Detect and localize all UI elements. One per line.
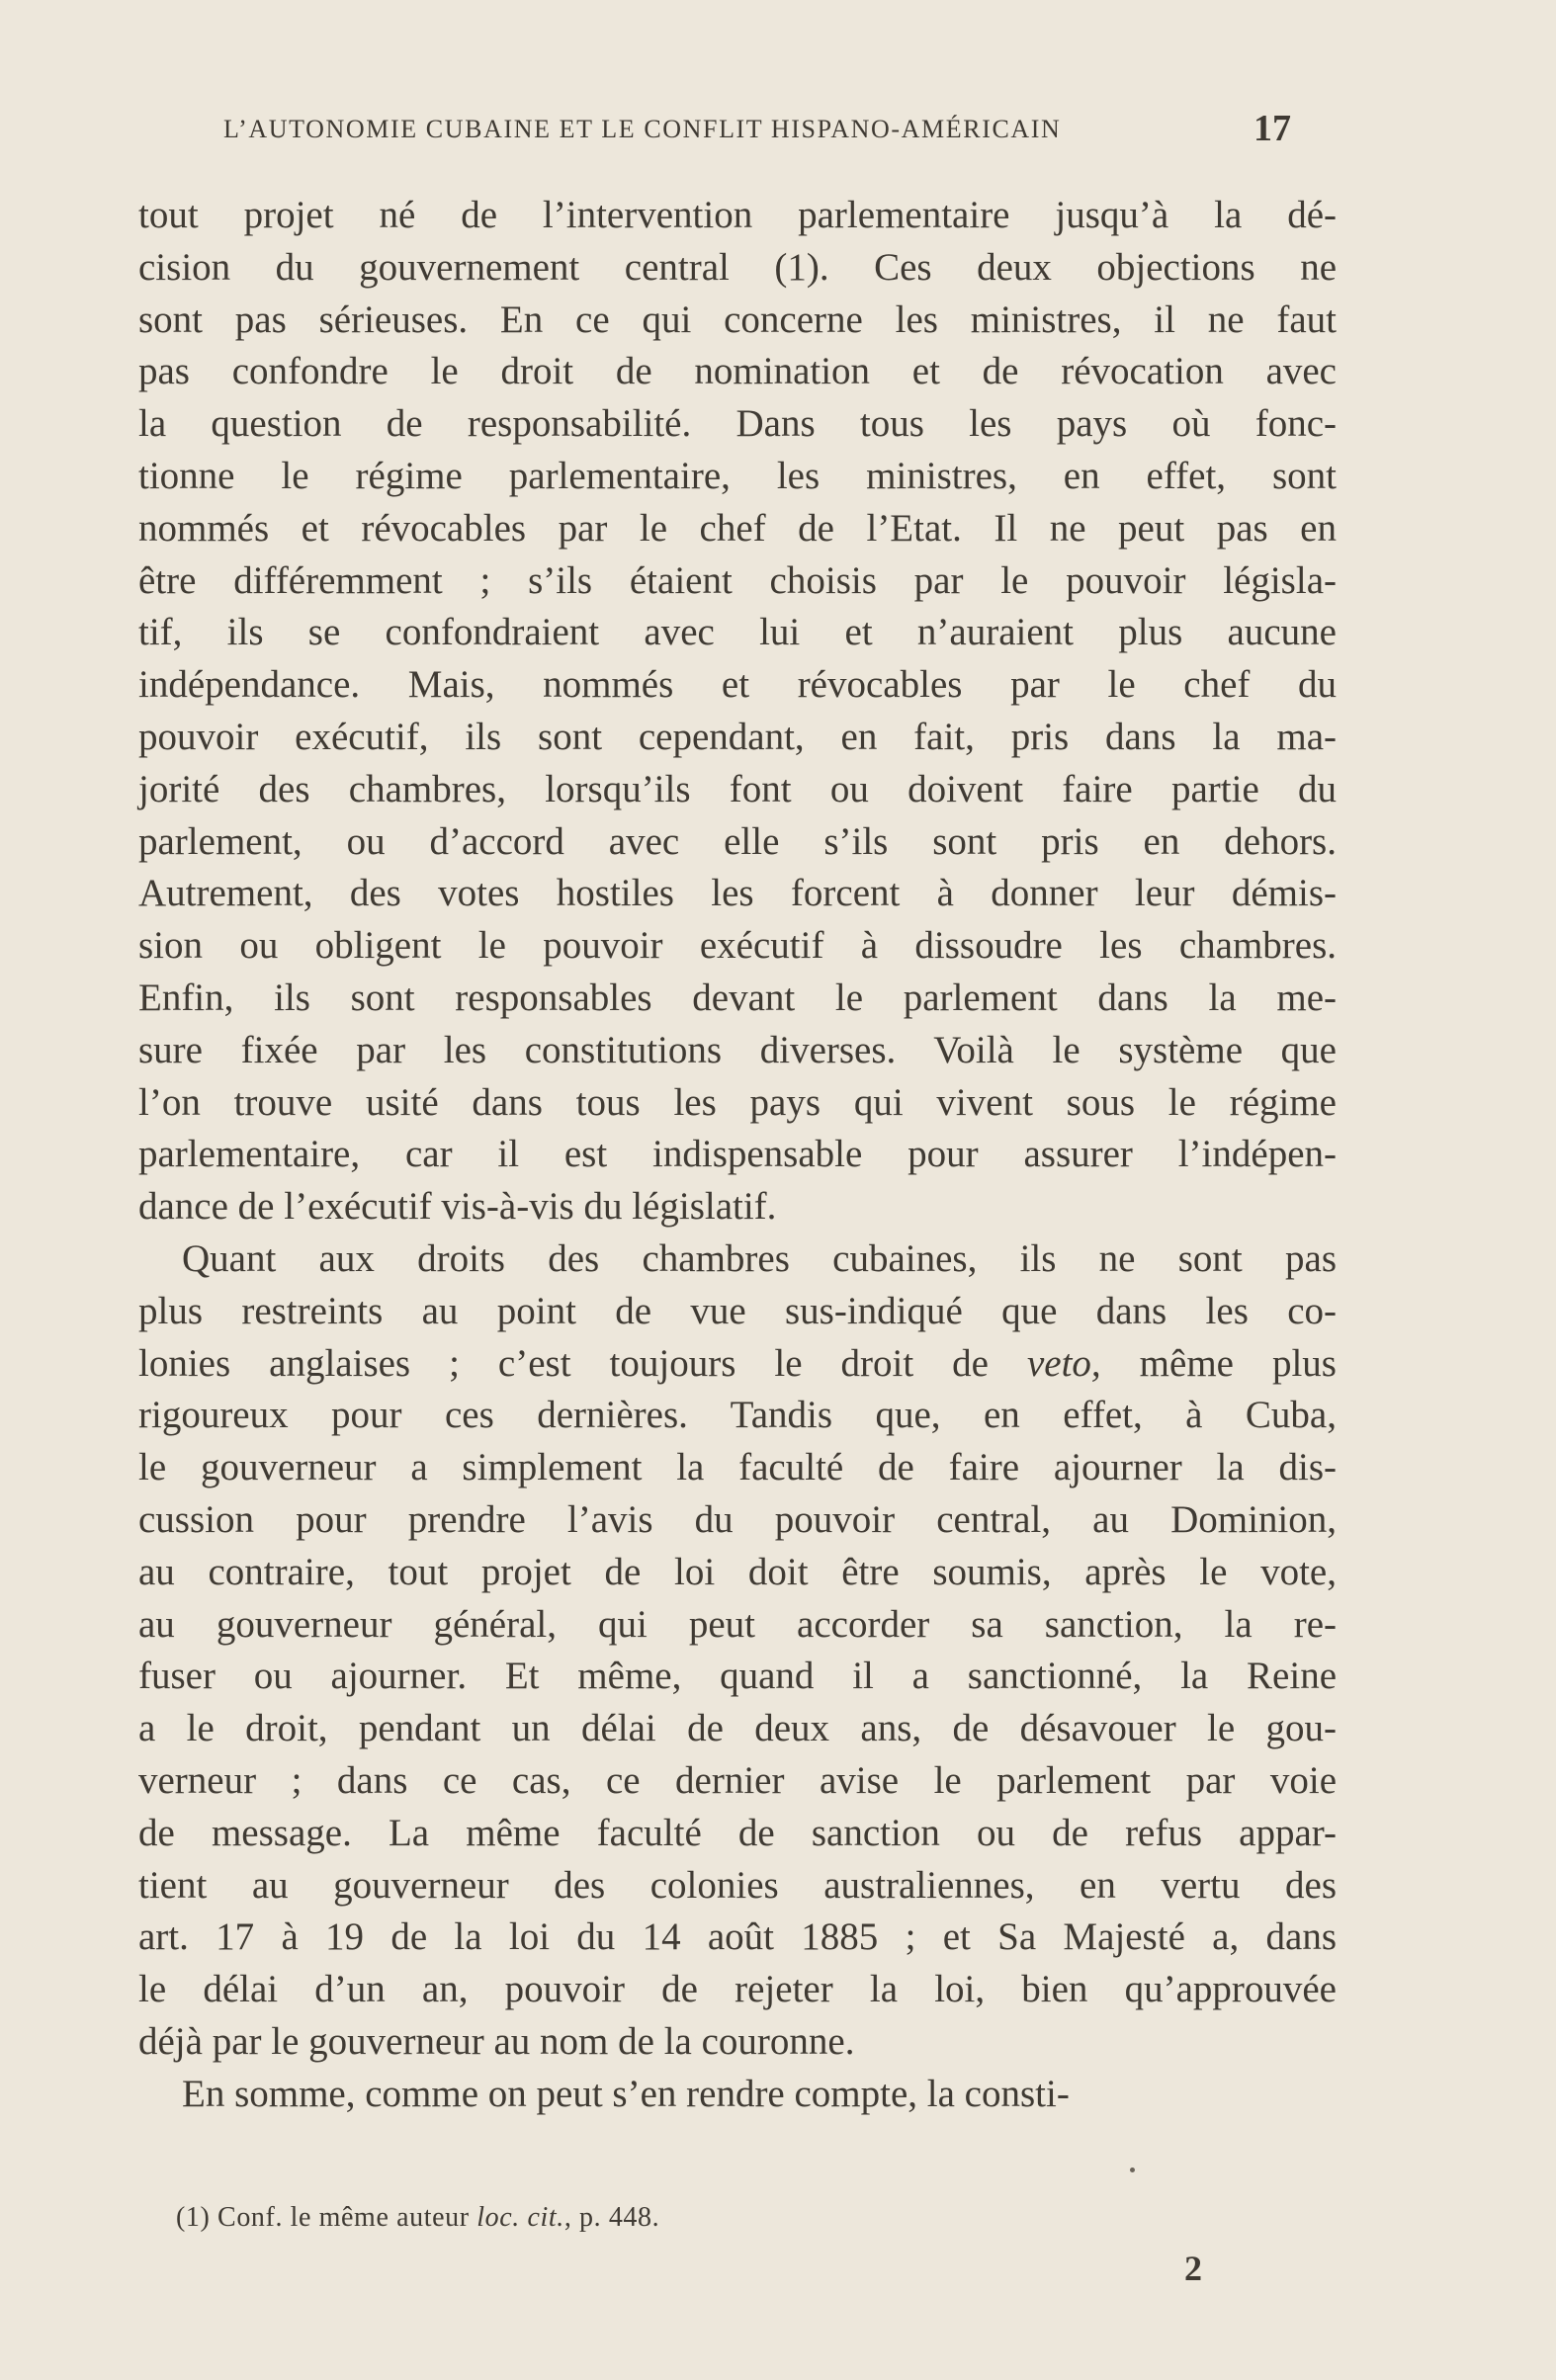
text-line: lonies anglaises ; c’est toujours le droit de veto, même plus	[138, 1341, 1337, 1385]
text-line: pas confondre le droit de nomination et de révocation avec	[138, 350, 1337, 393]
text-line: être différemment ; s’ils étaient choisis par le pouvoir législa-	[138, 558, 1337, 602]
body-text	[138, 190, 1337, 2120]
text-line: jorité des chambres, lorsqu’ils font ou doivent faire partie du	[138, 767, 1337, 810]
text-line: Autrement, des votes hostiles les forcent à donner leur démis-	[138, 872, 1337, 915]
text-line: l’on trouve usité dans tous les pays qui vivent sous le régime	[138, 1080, 1337, 1124]
text-line: sont pas sérieuses. En ce qui concerne les ministres, il ne faut	[138, 298, 1337, 341]
running-title: L’AUTONOMIE CUBAINE ET LE CONFLIT HISPANO-AMÉRICAIN	[223, 115, 1062, 143]
text-line: déjà par le gouverneur au nom de la couronne.	[138, 2019, 855, 2063]
running-header	[223, 108, 1291, 150]
text-line: fuser ou ajourner. Et même, quand il a sanctionné, la Reine	[138, 1655, 1337, 1698]
paragraph	[138, 1233, 1337, 2069]
text-line: cision du gouvernement central (1). Ces deux objections ne	[138, 245, 1337, 289]
signature-mark: 2	[1184, 2249, 1202, 2288]
text-line: tout projet né de l’intervention parlementaire jusqu’à la dé-	[138, 194, 1337, 236]
text-line: parlement, ou d’accord avec elle s’ils sont pris en dehors.	[138, 819, 1337, 863]
text-line: au gouverneur général, qui peut accorder sa sanction, la re-	[138, 1602, 1337, 1646]
text-line: Enfin, ils sont responsables devant le parlement dans la me-	[138, 976, 1337, 1019]
text-line: Quant aux droits des chambres cubaines, ils ne sont pas	[182, 1236, 1337, 1280]
text-line: parlementaire, car il est indispensable pour assurer l’indépen-	[138, 1133, 1337, 1176]
text-line: le délai d’un an, pouvoir de rejeter la loi, bien qu’approuvée	[138, 1968, 1337, 2011]
text-line: tif, ils se confondraient avec lui et n’auraient plus aucune	[138, 611, 1337, 654]
text-line: la question de responsabilité. Dans tous les pays où fonc-	[138, 402, 1337, 446]
text-line: dance de l’exécutif vis-à-vis du législatif.	[138, 1185, 777, 1229]
ink-speck	[1130, 2168, 1135, 2172]
text-line: En somme, comme on peut s’en rendre compte, la consti-	[182, 2072, 1070, 2115]
text-line: de message. La même faculté de sanction ou de refus appar-	[138, 1811, 1337, 1854]
text-line: nommés et révocables par le chef de l’Etat. Il ne peut pas en	[138, 506, 1337, 550]
paragraph	[138, 190, 1337, 1233]
text-line: tient au gouverneur des colonies australiennes, en vertu des	[138, 1863, 1337, 1907]
text-line: au contraire, tout projet de loi doit être soumis, après le vote,	[138, 1550, 1337, 1593]
text-line: rigoureux pour ces dernières. Tandis que, en effet, à Cuba,	[138, 1394, 1337, 1437]
text-line: cussion pour prendre l’avis du pouvoir central, au Dominion,	[138, 1497, 1337, 1541]
text-line: sure fixée par les constitutions diverses. Voilà le système que	[138, 1028, 1337, 1071]
text-line: indépendance. Mais, nommés et révocables par le chef du	[138, 663, 1337, 707]
text-line: sion ou obligent le pouvoir exécutif à dissoudre les chambres.	[138, 924, 1337, 968]
paragraph	[138, 2069, 1337, 2121]
text-line: verneur ; dans ce cas, ce dernier avise le parlement par voie	[138, 1758, 1337, 1802]
text-line: le gouverneur a simplement la faculté de faire ajourner la dis-	[138, 1446, 1337, 1489]
text-line: tionne le régime parlementaire, les ministres, en effet, sont	[138, 454, 1337, 497]
text-line: pouvoir exécutif, ils sont cependant, en fait, pris dans la ma-	[138, 715, 1337, 758]
footnote: (1) Conf. le même auteur loc. cit., p. 448.	[176, 2202, 660, 2233]
page-number: 17	[1253, 108, 1291, 149]
text-line: a le droit, pendant un délai de deux ans, de désavouer le gou-	[138, 1707, 1337, 1750]
text-line: plus restreints au point de vue sus-indiqué que dans les co-	[138, 1289, 1337, 1332]
text-line: art. 17 à 19 de la loi du 14 août 1885 ; et Sa Majesté a, dans	[138, 1915, 1337, 1959]
